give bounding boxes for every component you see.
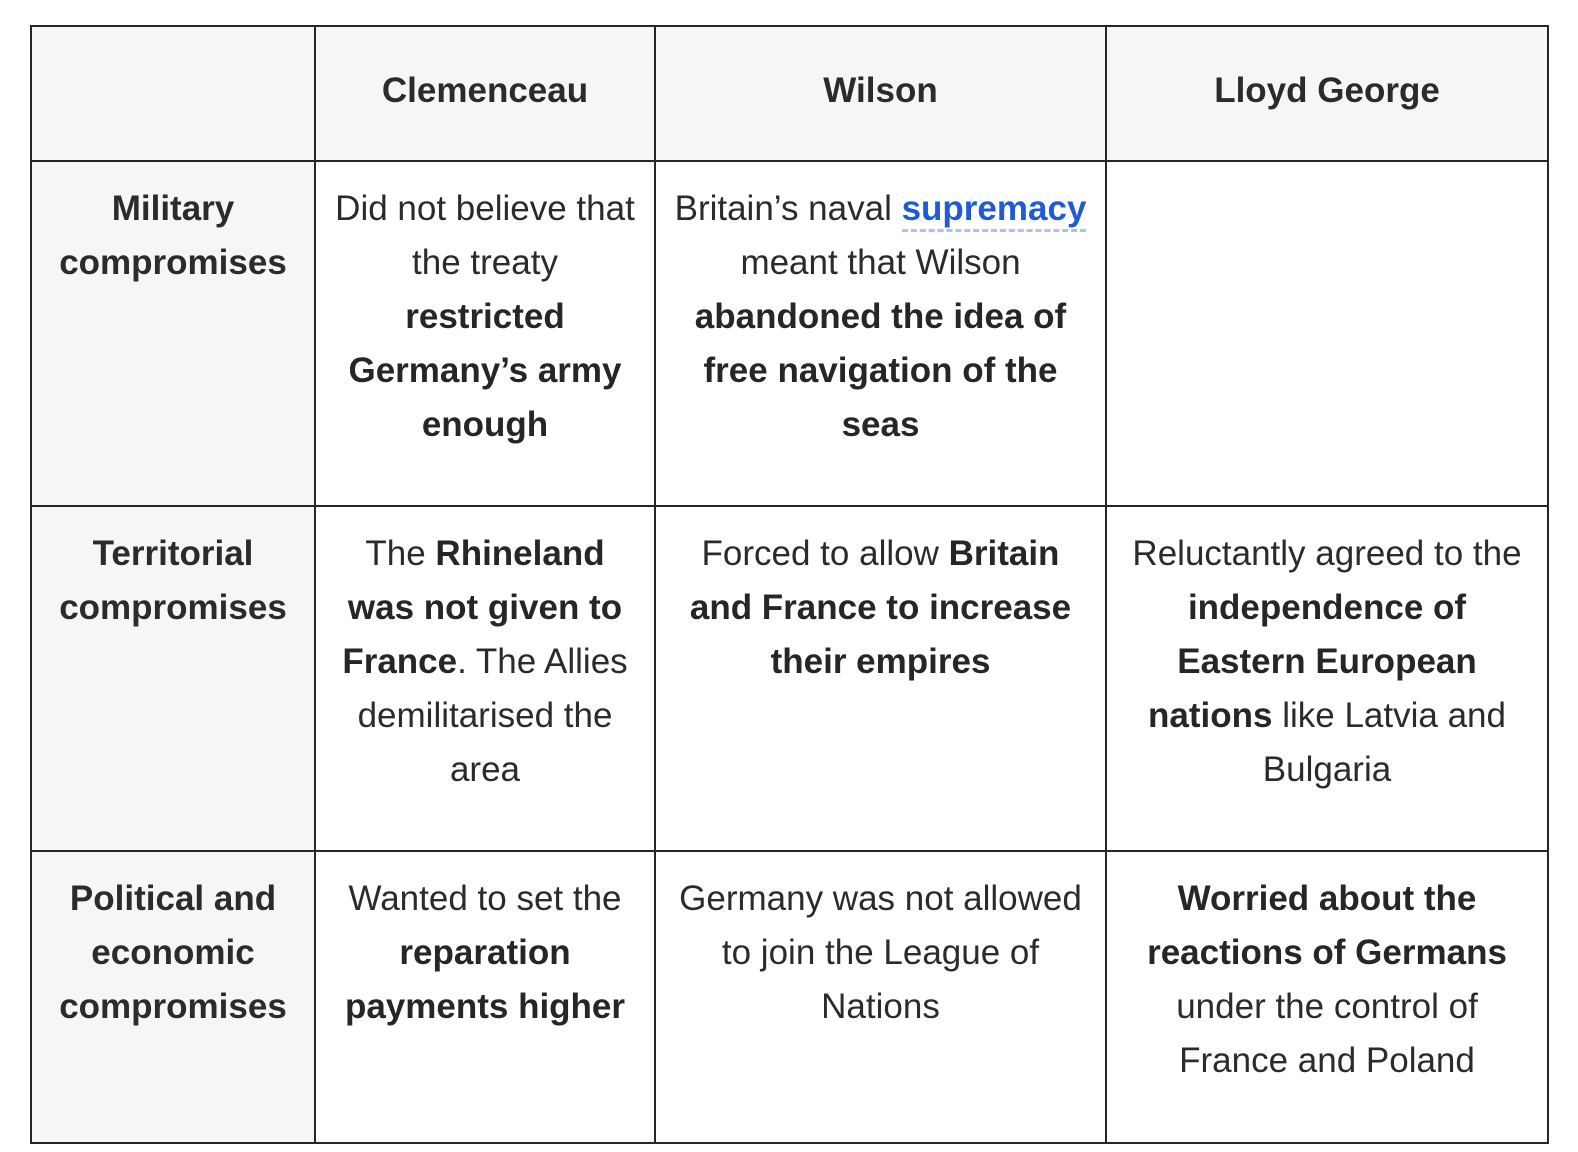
bold-text: Rhineland was not given to France (342, 534, 623, 681)
bold-text: reparation payments higher (344, 933, 626, 1026)
cell-military-wilson (655, 161, 1106, 506)
row-label-territorial: Territorial compromises (31, 506, 315, 851)
cell-text: Reluctantly agreed to the (1132, 534, 1522, 573)
cell-territorial-wilson (655, 506, 1106, 851)
cell-text: Did not believe that the treaty (335, 189, 635, 282)
cell-military-clemenceau (315, 161, 655, 506)
bold-text: Worried about the reactions of Germans (1147, 879, 1507, 972)
glossary-link[interactable]: supremacy (902, 189, 1087, 232)
bold-text: abandoned the idea of free navigation of the seas (694, 297, 1067, 444)
cell-political-wilson (655, 851, 1106, 1143)
cell-military-lloyd-george (1106, 161, 1548, 506)
cell-political-clemenceau (315, 851, 655, 1143)
cell-text: like Latvia and Bulgaria (1262, 696, 1506, 789)
cell-political-lloyd-george (1106, 851, 1548, 1143)
table-row-political (31, 851, 1548, 1143)
cell-text: The (365, 534, 436, 573)
cell-territorial-clemenceau (315, 506, 655, 851)
cell-text: under the control of France and Poland (1176, 987, 1478, 1080)
compromises-table (30, 25, 1549, 1144)
row-label-military: Military compromises (31, 161, 315, 506)
cell-text: . The Allies demilitarised the area (357, 642, 628, 789)
cell-text: Forced to allow (701, 534, 949, 573)
header-lloyd-george: Lloyd George (1106, 26, 1548, 161)
cell-text: Wanted to set the (348, 879, 622, 918)
cell-territorial-lloyd-george (1106, 506, 1548, 851)
bold-text: independence of Eastern European nations (1148, 588, 1477, 735)
header-corner (31, 26, 315, 161)
header-clemenceau: Clemenceau (315, 26, 655, 161)
header-row (31, 26, 1548, 161)
bold-text: restricted Germany’s army enough (348, 297, 622, 444)
header-wilson: Wilson (655, 26, 1106, 161)
table-row-military (31, 161, 1548, 506)
table-row-territorial (31, 506, 1548, 851)
row-label-political: Political and economic compromises (31, 851, 315, 1143)
cell-text: Germany was not allowed to join the League of Nations (679, 879, 1082, 1026)
cell-text: Britain’s naval (674, 189, 902, 228)
bold-text: Britain and France to increase their empires (689, 534, 1072, 681)
cell-text: meant that Wilson (740, 243, 1021, 282)
